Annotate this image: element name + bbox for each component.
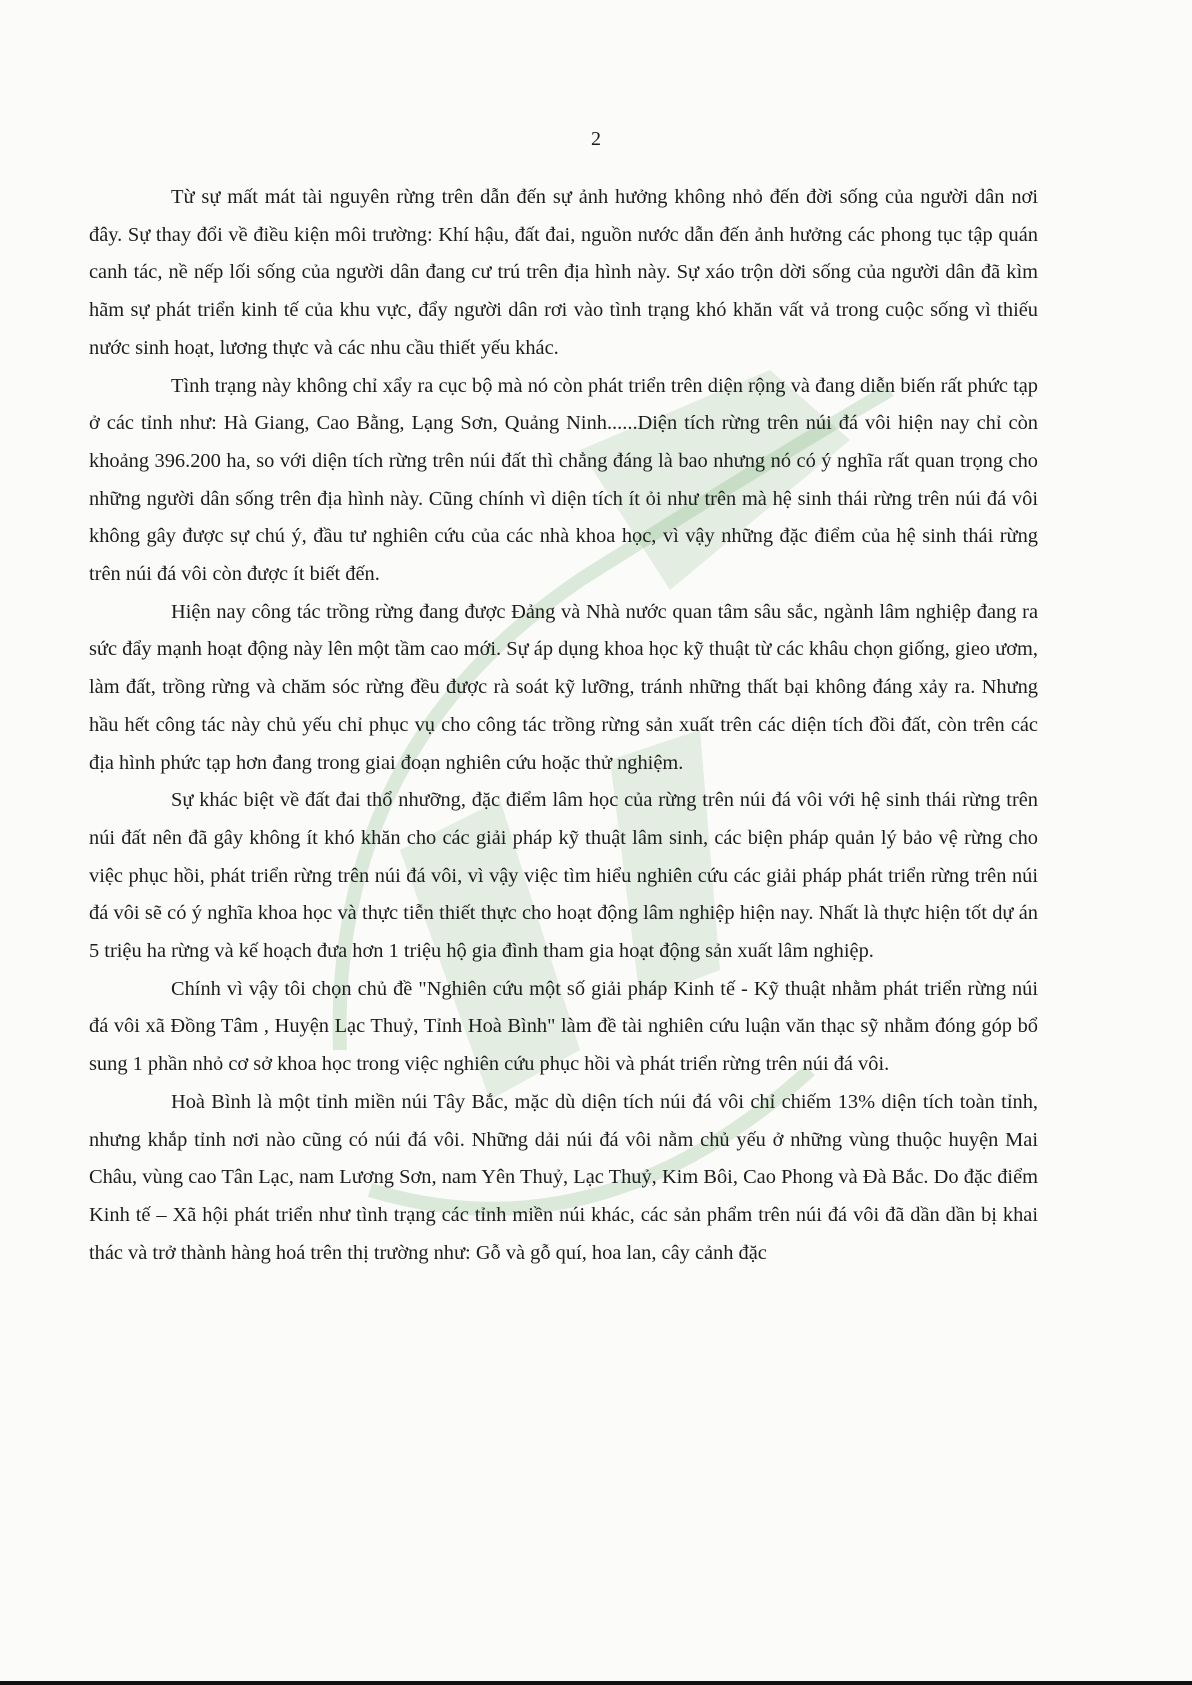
paragraph: Hoà Bình là một tỉnh miền núi Tây Bắc, mặc dù diện tích núi đá vôi chỉ chiếm 13% diện tích toàn tỉnh, nhưng khắp tỉnh nơi nào cũng có núi đá vôi. Những dải núi đá vôi nằm chủ yếu ở những vùng thuộc huyện Mai Châu, vùng cao Tân Lạc, nam Lương Sơn, nam Yên Thuỷ, Lạc Thuỷ, Kim Bôi, Cao Phong và Đà Bắc. Do đặc điểm Kinh tế – Xã hội phát triển như tình trạng các tỉnh miền núi khác, các sản phẩm trên núi đá vôi đã dần dần bị khai thác và trở thành hàng hoá trên thị trường như: Gỗ và gỗ quí, hoa lan, cây cảnh đặc: [89, 1090, 1038, 1264]
scan-bottom-edge: [0, 1681, 1192, 1685]
paragraph: Hiện nay công tác trồng rừng đang được Đảng và Nhà nước quan tâm sâu sắc, ngành lâm nghiệp đang ra sức đẩy mạnh hoạt động này lên một tầm cao mới. Sự áp dụng khoa học kỹ thuật từ các khâu chọn giống, gieo ươm, làm đất, trồng rừng và chăm sóc rừng đều được rà soát kỹ lưỡng, tránh những thất bại không đáng xảy ra. Nhưng hầu hết công tác này chủ yếu chỉ phục vụ cho công tác trồng rừng sản xuất trên các diện tích đồi đất, còn trên các địa hình phức tạp hơn đang trong giai đoạn nghiên cứu hoặc thử nghiệm.: [89, 600, 1038, 774]
paragraph: Sự khác biệt về đất đai thổ nhưỡng, đặc điểm lâm học của rừng trên núi đá vôi với hệ sinh thái rừng trên núi đất nên đã gây không ít khó khăn cho các giải pháp kỹ thuật lâm sinh, các biện pháp quản lý bảo vệ rừng cho việc phục hồi, phát triển rừng trên núi đá vôi, vì vậy việc tìm hiểu nghiên cứu các giải pháp phát triển rừng trên núi đá vôi sẽ có ý nghĩa khoa học và thực tiễn thiết thực cho hoạt động lâm nghiệp hiện nay. Nhất là thực hiện tốt dự án 5 triệu ha rừng và kế hoạch đưa hơn 1 triệu hộ gia đình tham gia hoạt động sản xuất lâm nghiệp.: [89, 789, 1038, 963]
paragraph: Từ sự mất mát tài nguyên rừng trên dẫn đến sự ảnh hưởng không nhỏ đến đời sống của người dân nơi đây. Sự thay đổi về điều kiện môi trường: Khí hậu, đất đai, nguồn nước dẫn đến ảnh hưởng các phong tục tập quán canh tác, nề nếp lối sống của người dân đang cư trú trên địa hình này. Sự xáo trộn dời sống của người dân đã kìm hãm sự phát triển kinh tế của khu vực, đẩy người dân rơi vào tình trạng khó khăn vất vả trong cuộc sống vì thiếu nước sinh hoạt, lương thực và các nhu cầu thiết yếu khác.: [89, 186, 1038, 359]
page-number: 2: [591, 128, 601, 150]
paragraph: Tình trạng này không chỉ xẩy ra cục bộ mà nó còn phát triển trên diện rộng và đang diễn biến rất phức tạp ở các tỉnh như: Hà Giang, Cao Bằng, Lạng Sơn, Quảng Ninh......Diện tích rừng trên núi đá vôi hiện nay chỉ còn khoảng 396.200 ha, so với diện tích rừng trên núi đất thì chẳng đáng là bao nhưng nó có ý nghĩa rất quan trọng cho những người dân sống trên địa hình này. Cũng chính vì diện tích ít ỏi như trên mà hệ sinh thái rừng trên núi đá vôi không gây được sự chú ý, đầu tư nghiên cứu của các nhà khoa học, vì vậy những đặc điểm của hệ sinh thái rừng trên núi đá vôi còn được ít biết đến.: [89, 374, 1038, 586]
document-body: [89, 179, 1038, 1272]
paragraph: Chính vì vậy tôi chọn chủ đề "Nghiên cứu một số giải pháp Kinh tế - Kỹ thuật nhằm phát triển rừng núi đá vôi xã Đồng Tâm , Huyện Lạc Thuỷ, Tỉnh Hoà Bình" làm đề tài nghiên cứu luận văn thạc sỹ nhằm đóng góp bổ sung 1 phần nhỏ cơ sở khoa học trong việc nghiên cứu phục hồi và phát triển rừng trên núi đá vôi.: [89, 977, 1038, 1076]
